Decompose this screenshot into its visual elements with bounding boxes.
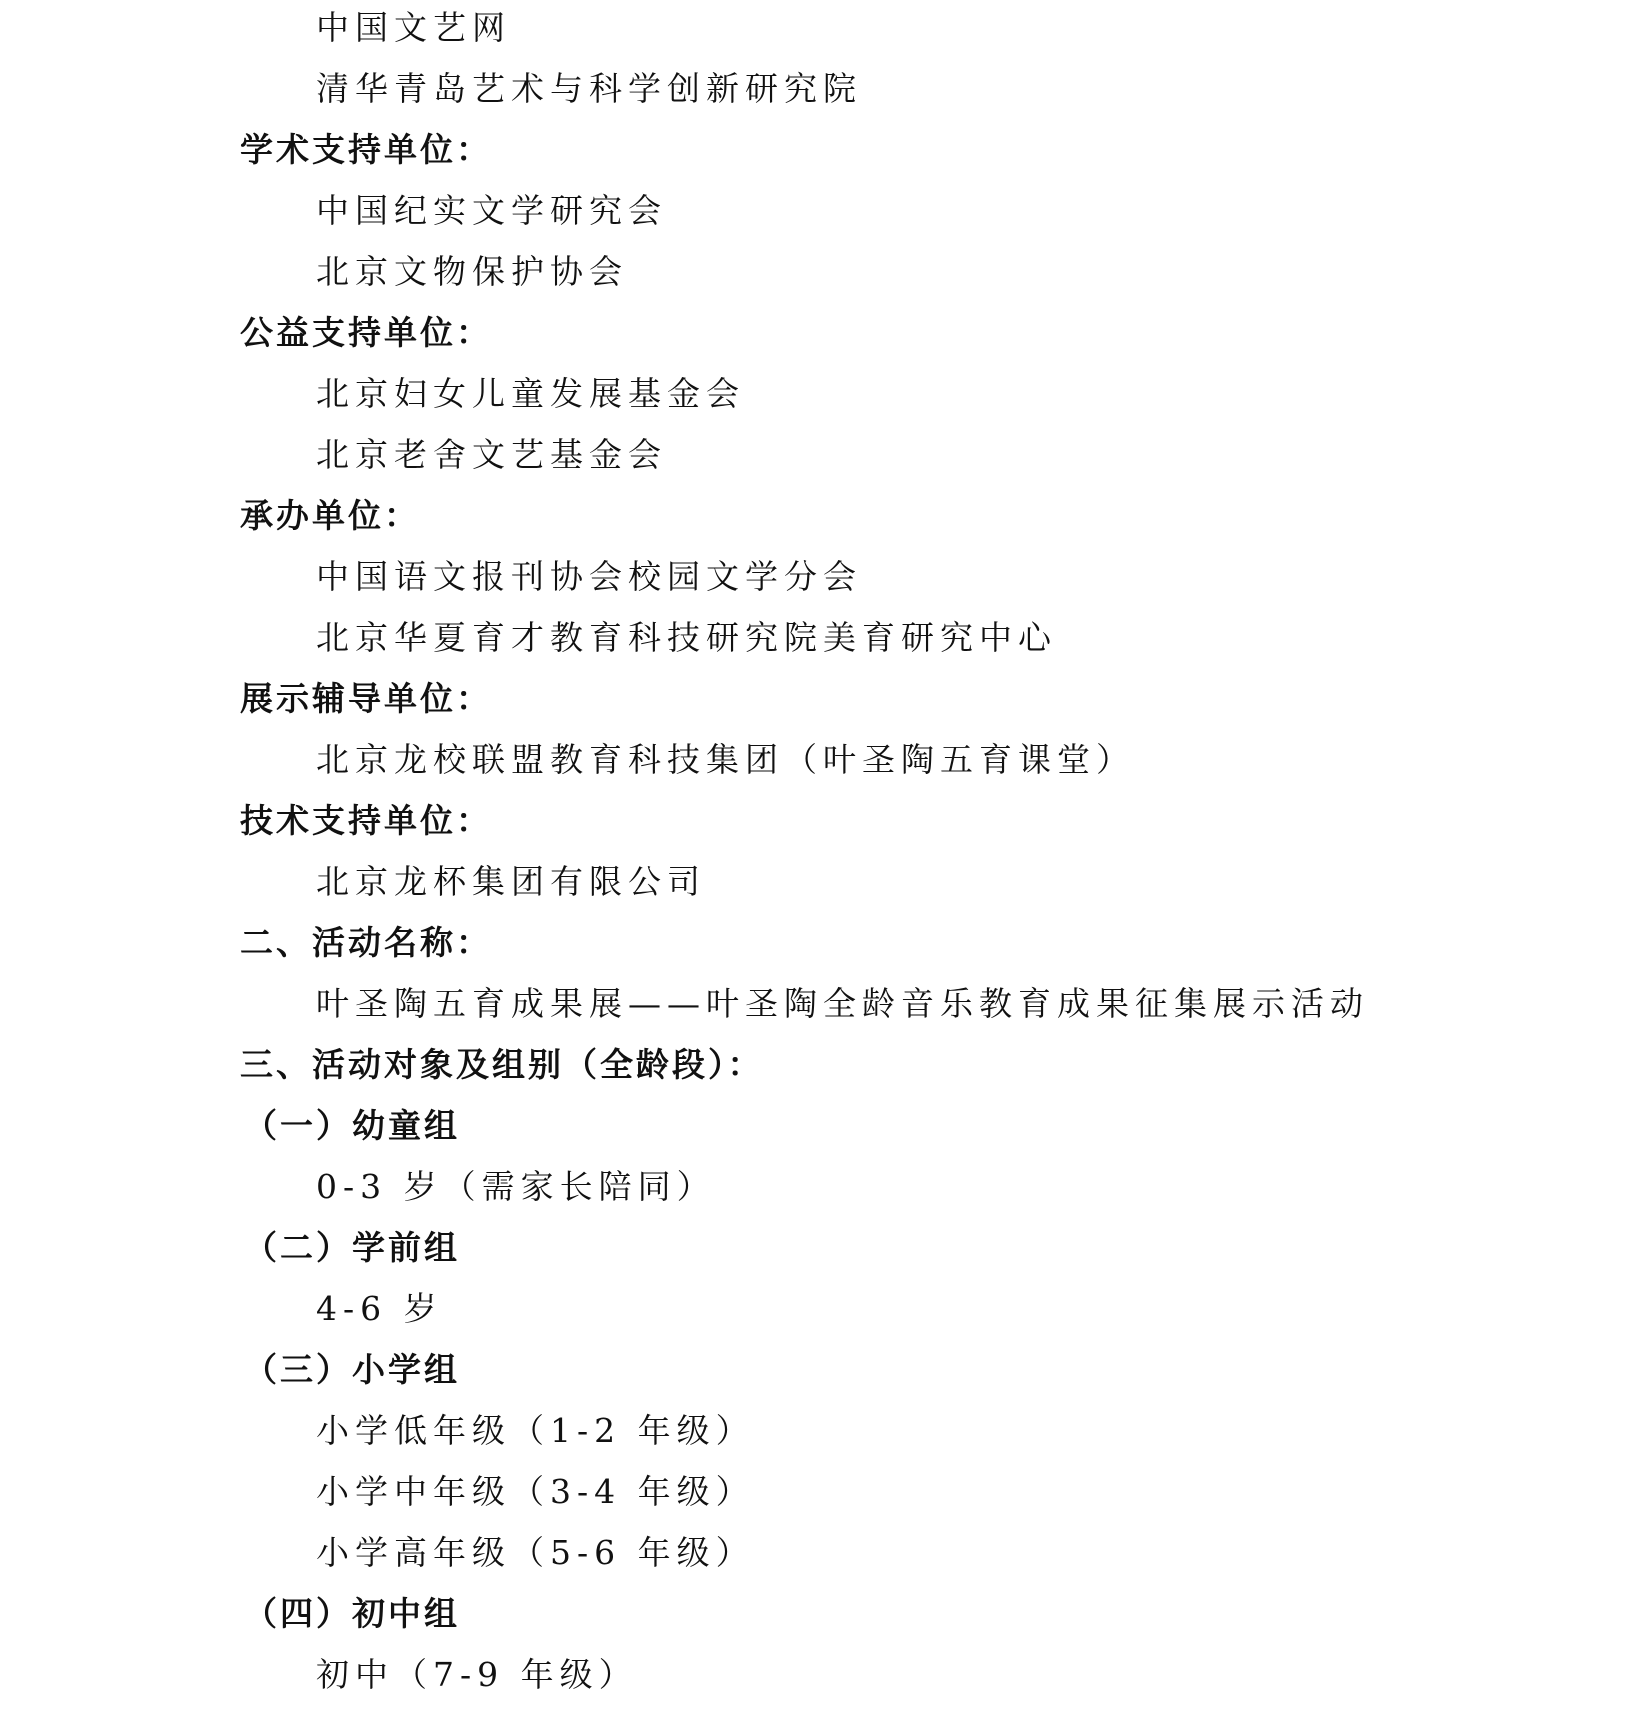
undertaker-item: 中国语文报刊协会校园文学分会 — [316, 557, 862, 596]
exhibition-guidance-heading: 展示辅导单位： — [240, 679, 492, 718]
academic-support-heading: 学术支持单位： — [240, 130, 492, 169]
group-item: 小学低年级（1-2 年级） — [316, 1411, 755, 1450]
group-item: 4-6 岁 — [316, 1289, 443, 1328]
technical-support-item: 北京龙杯集团有限公司 — [316, 862, 706, 901]
section-two-heading: 二、活动名称： — [240, 923, 492, 962]
organizer-item: 中国文艺网 — [316, 8, 511, 47]
undertaker-heading: 承办单位： — [240, 496, 420, 535]
group-item: 初中（7-9 年级） — [316, 1655, 638, 1694]
group-item: 小学中年级（3-4 年级） — [316, 1472, 755, 1511]
group-title-primary: （三）小学组 — [244, 1350, 460, 1389]
exhibition-guidance-item: 北京龙校联盟教育科技集团（叶圣陶五育课堂） — [316, 740, 1135, 779]
public-welfare-heading: 公益支持单位： — [240, 313, 492, 352]
undertaker-item: 北京华夏育才教育科技研究院美育研究中心 — [316, 618, 1057, 657]
group-title-junior: （四）初中组 — [244, 1594, 460, 1633]
academic-support-item: 北京文物保护协会 — [316, 252, 628, 291]
public-welfare-item: 北京妇女儿童发展基金会 — [316, 374, 745, 413]
public-welfare-item: 北京老舍文艺基金会 — [316, 435, 667, 474]
group-item: 0-3 岁（需家长陪同） — [316, 1167, 716, 1206]
activity-name: 叶圣陶五育成果展——叶圣陶全龄音乐教育成果征集展示活动 — [316, 984, 1369, 1023]
organizer-item: 清华青岛艺术与科学创新研究院 — [316, 69, 862, 108]
section-three-heading: 三、活动对象及组别（全龄段）： — [240, 1045, 764, 1084]
technical-support-heading: 技术支持单位： — [240, 801, 492, 840]
group-item: 小学高年级（5-6 年级） — [316, 1533, 755, 1572]
group-title-preschool: （二）学前组 — [244, 1228, 460, 1267]
academic-support-item: 中国纪实文学研究会 — [316, 191, 667, 230]
group-title-infant: （一）幼童组 — [244, 1106, 460, 1145]
